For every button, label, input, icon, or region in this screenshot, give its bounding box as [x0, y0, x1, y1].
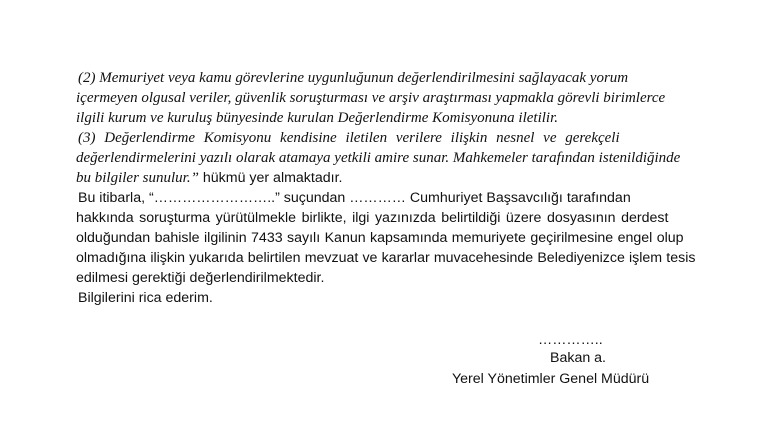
paragraph-3-line-2: değerlendirmelerini yazılı olarak atamaya yetkili amire sunar. Mahkemeler tarafından istenildiğinde	[76, 150, 681, 166]
paragraph-main-line-4: olmadığına ilişkin yukarıda belirtilen mevzuat ve kararlar muvacehesinde Belediyenizce işlem tesis	[76, 250, 696, 266]
signature-title: Bakan a.	[550, 350, 607, 366]
paragraph-main-line-2: hakkında soruşturma yürütülmekle birlikte, ilgi yazınızda belirtildiği üzere dosyasının derdest	[76, 210, 669, 226]
document-body	[78, 68, 702, 308]
paragraph-3-line-1: (3) Değerlendirme Komisyonu kendisine iletilen verilere ilişkin nesnel ve gerekçeli	[78, 130, 620, 146]
paragraph-3-line-3	[76, 168, 702, 188]
closing-line	[78, 288, 702, 308]
paragraph-2-line-2: içermeyen olgusal veriler, güvenlik soruşturması ve arşiv araştırması yapmakla görevli birimlerce	[76, 90, 666, 106]
paragraph-main-line-3: olduğundan bahisle ilgilinin 7433 sayılı Kanun kapsamında memuriyete geçirilmesine engel olup	[76, 230, 684, 246]
paragraph-2-line-3: ilgili kurum ve kuruluş bünyesinde kurulan Değerlendirme Komisyonuna iletilir.	[76, 110, 559, 126]
paragraph-3-quote-end: bu bilgiler sunulur.”	[76, 170, 199, 186]
paragraph-main	[78, 188, 702, 288]
signature-organization: Yerel Yönetimler Genel Müdürü	[452, 371, 650, 387]
paragraph-main-line-1: Bu itibarla, “……………………..” suçundan ………… Cumhuriyet Başsavcılığı tarafından	[78, 190, 631, 206]
paragraph-3	[78, 128, 702, 188]
paragraph-2	[78, 68, 702, 128]
paragraph-3-tail: hükmü yer almaktadır.	[198, 170, 343, 186]
closing-text: Bilgilerini rica ederim.	[78, 290, 213, 306]
signature-dots: …………..	[538, 332, 603, 348]
paragraph-2-line-1: (2) Memuriyet veya kamu görevlerine uygunluğunun değerlendirilmesini sağlayacak yorum	[78, 70, 629, 86]
paragraph-main-line-5: edilmesi gerektiği değerlendirilmektedir.	[76, 270, 325, 286]
